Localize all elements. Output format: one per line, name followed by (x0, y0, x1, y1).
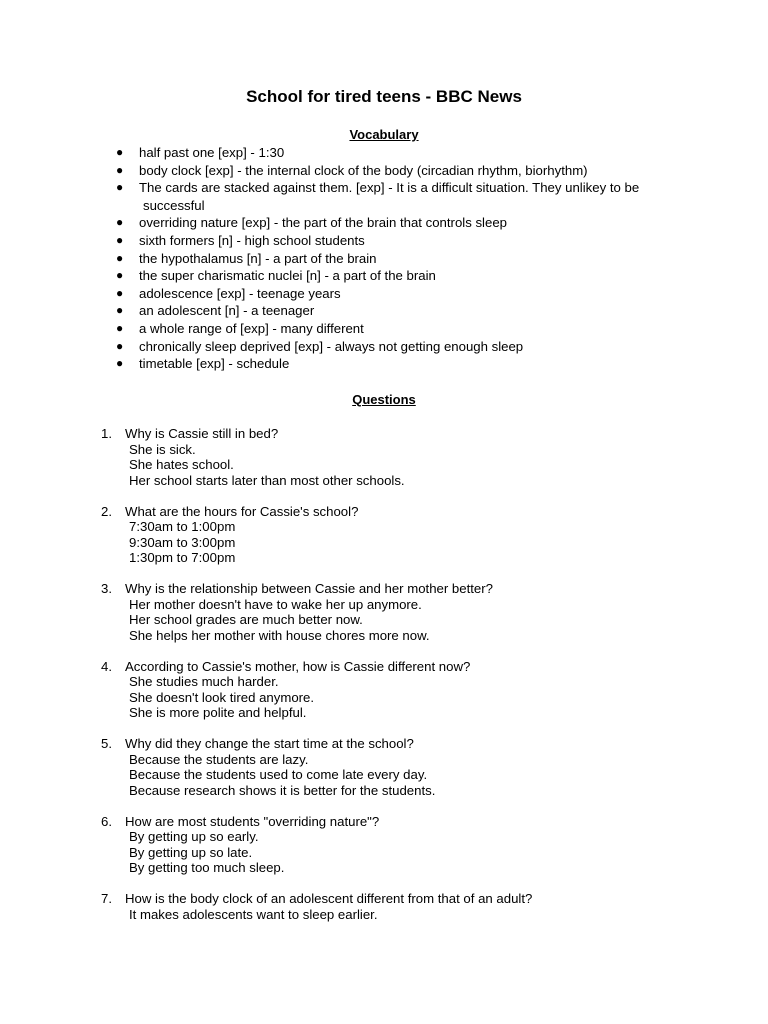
bullet-icon: ● (116, 303, 124, 318)
vocabulary-item-text: chronically sleep deprived [exp] - always not getting enough sleep (139, 338, 524, 354)
question-item (101, 504, 701, 566)
vocabulary-item (114, 302, 674, 320)
vocabulary-item (114, 285, 674, 303)
questions-heading: Questions (352, 392, 416, 407)
vocabulary-item-text: sixth formers [n] - high school students (139, 232, 365, 248)
question-item (101, 891, 701, 922)
vocabulary-item-text: body clock [exp] - the internal clock of the body (circadian rhythm, biorhythm) (139, 162, 588, 178)
answer-option: She is sick. (129, 441, 196, 457)
question-line (101, 659, 701, 675)
vocabulary-item (114, 267, 674, 285)
answer-option: Because research shows it is better for the students. (129, 782, 436, 798)
answer-option: By getting up so late. (129, 844, 253, 860)
vocabulary-item-text: half past one [exp] - 1:30 (139, 145, 285, 160)
answer-option: She hates school. (129, 457, 234, 472)
vocabulary-item-text: the hypothalamus [n] - a part of the brain (139, 250, 377, 266)
question-item (101, 659, 701, 721)
question-text: How are most students "overriding nature"? (125, 813, 380, 829)
bullet-icon: ● (116, 145, 124, 159)
bullet-icon: ● (116, 215, 124, 230)
bullet-icon: ● (116, 232, 124, 247)
bullet-icon: ● (116, 250, 124, 265)
bullet-icon: ● (116, 338, 124, 353)
vocabulary-item (114, 232, 674, 250)
question-text: According to Cassie's mother, how is Cassie different now? (125, 658, 471, 674)
questions-list (101, 426, 701, 938)
question-line (101, 581, 701, 597)
bullet-icon: ● (116, 162, 124, 177)
question-number: 1. (101, 426, 112, 441)
vocabulary-item-text: The cards are stacked against them. [exp] - It is a difficult situation. They unlikey to be successful (139, 180, 640, 213)
vocabulary-item-text: overriding nature [exp] - the part of the brain that controls sleep (139, 215, 507, 231)
bullet-icon: ● (116, 320, 124, 335)
answer-option: She helps her mother with house chores more now. (129, 627, 430, 643)
answer-option: 9:30am to 3:00pm (129, 534, 236, 550)
answer-option: 7:30am to 1:00pm (129, 519, 236, 534)
answer-option: It makes adolescents want to sleep earlier. (129, 906, 378, 922)
vocabulary-item (114, 338, 674, 356)
page-title: School for tired teens - BBC News (246, 87, 522, 106)
vocabulary-item (114, 355, 674, 373)
bullet-icon: ● (116, 268, 124, 283)
vocabulary-item-text: the super charismatic nuclei [n] - a part of the brain (139, 268, 436, 284)
vocabulary-item (114, 214, 674, 232)
question-text: How is the body clock of an adolescent different from that of an adult? (125, 891, 533, 906)
vocabulary-item (114, 144, 674, 162)
vocabulary-item (114, 320, 674, 338)
answer-option: 1:30pm to 7:00pm (129, 550, 236, 565)
question-item (101, 581, 701, 643)
vocabulary-item-text: an adolescent [n] - a teenager (139, 303, 315, 319)
vocabulary-item (114, 162, 674, 180)
question-item (101, 736, 701, 798)
question-number: 3. (101, 581, 112, 596)
answer-option: She is more polite and helpful. (129, 705, 307, 720)
answer-option: Her mother doesn't have to wake her up anymore. (129, 596, 422, 612)
question-text: Why is the relationship between Cassie and her mother better? (125, 581, 493, 596)
answer-option: Because the students used to come late every day. (129, 767, 428, 782)
answer-option: Her school grades are much better now. (129, 612, 363, 627)
question-line (101, 814, 701, 830)
question-number: 6. (101, 813, 112, 829)
vocabulary-item (114, 179, 674, 214)
answer-option: By getting too much sleep. (129, 860, 285, 875)
vocabulary-item-text: adolescence [exp] - teenage years (139, 285, 341, 301)
question-item (101, 814, 701, 876)
bullet-icon: ● (116, 180, 124, 195)
question-text: Why did they change the start time at the school? (125, 736, 414, 751)
vocabulary-item (114, 250, 674, 268)
question-line (101, 504, 701, 520)
bullet-icon: ● (116, 356, 124, 371)
answer-option: She studies much harder. (129, 674, 279, 689)
answer-option: Her school starts later than most other schools. (129, 472, 405, 488)
vocabulary-heading: Vocabulary (349, 127, 419, 142)
question-number: 7. (101, 891, 112, 906)
vocabulary-item-text: a whole range of [exp] - many different (139, 320, 364, 336)
question-number: 2. (101, 503, 112, 519)
question-number: 5. (101, 736, 112, 751)
question-item (101, 426, 701, 488)
question-line (101, 891, 701, 907)
vocabulary-item-text: timetable [exp] - schedule (139, 356, 290, 372)
answer-option: Because the students are lazy. (129, 751, 309, 767)
bullet-icon: ● (116, 285, 124, 300)
question-number: 4. (101, 658, 112, 674)
vocabulary-list (114, 144, 674, 373)
question-line (101, 736, 701, 752)
answer-option: By getting up so early. (129, 829, 259, 844)
answer-option: She doesn't look tired anymore. (129, 689, 315, 705)
question-text: Why is Cassie still in bed? (125, 426, 279, 441)
question-line (101, 426, 701, 442)
question-text: What are the hours for Cassie's school? (125, 503, 359, 519)
